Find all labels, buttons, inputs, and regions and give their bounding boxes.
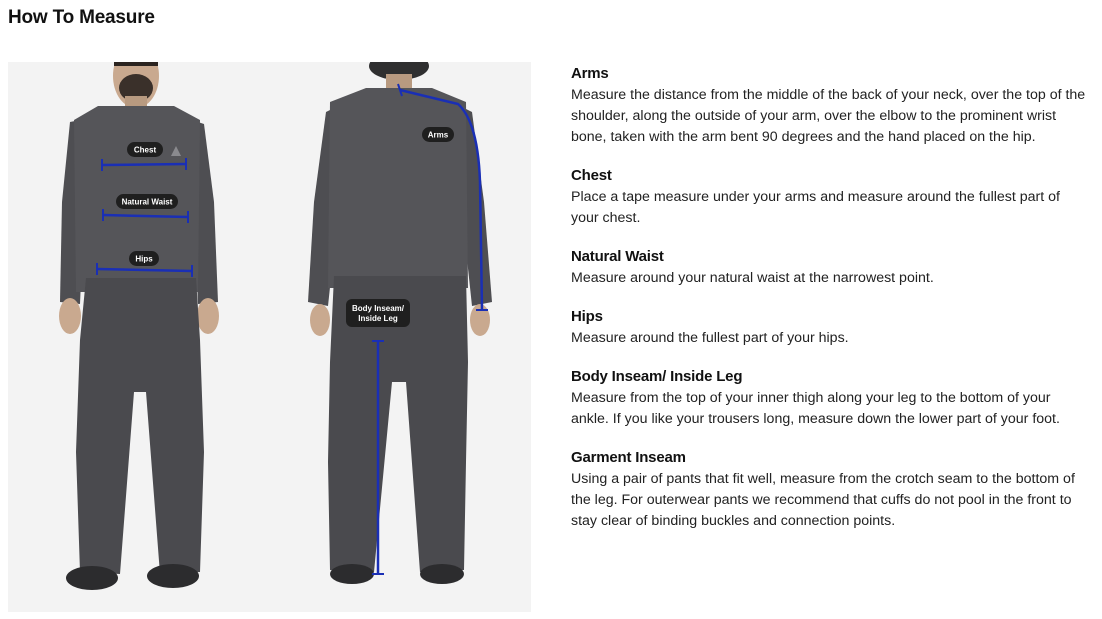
section-body: Place a tape measure under your arms and measure around the fullest part of your chest. <box>571 189 1060 226</box>
inseam-tag-line1: Body Inseam/ <box>351 304 405 313</box>
page-title: How To Measure <box>8 7 155 28</box>
section-chest <box>571 166 1091 229</box>
hips-tag <box>129 251 159 266</box>
measurement-figure <box>8 62 531 612</box>
section-body: Measure the distance from the middle of the back of your neck, over the top of the shoulder, along the outside of your arm, over the elbow to the prominent wrist bone, taken with the arm bent 90 degrees and the hand placed on the hip. <box>571 87 1086 145</box>
section-arms <box>571 64 1091 148</box>
inseam-tag <box>346 299 410 327</box>
measurement-illustration <box>8 62 531 612</box>
arms-tag <box>422 127 454 142</box>
back-right-hand <box>470 304 490 336</box>
chest-tag <box>127 142 163 157</box>
section-body: Measure around the fullest part of your hips. <box>571 330 849 346</box>
section-natural-waist <box>571 247 1091 289</box>
section-hips <box>571 307 1091 349</box>
front-right-hand <box>197 298 219 334</box>
natural-waist-tag-text: Natural Waist <box>121 197 173 207</box>
section-title: Chest <box>571 167 612 184</box>
chest-measure-line <box>102 164 186 165</box>
front-left-hand <box>59 298 81 334</box>
section-body: Measure around your natural waist at the narrowest point. <box>571 270 934 286</box>
section-title: Garment Inseam <box>571 449 686 466</box>
section-title: Body Inseam/ Inside Leg <box>571 368 743 385</box>
front-right-boot <box>147 564 199 588</box>
inseam-tag-line2: Inside Leg <box>358 314 398 323</box>
front-hair <box>114 62 158 66</box>
section-body: Using a pair of pants that fit well, measure from the crotch seam to the bottom of the leg. For outerwear pants we recommend that cuffs do not pool in the front to stay clear of binding buckles and connection points. <box>571 471 1075 529</box>
section-title: Arms <box>571 65 609 82</box>
natural-waist-tag <box>116 194 178 209</box>
back-left-boot <box>330 564 374 584</box>
back-right-boot <box>420 564 464 584</box>
hips-tag-text: Hips <box>135 254 153 264</box>
chest-tag-text: Chest <box>133 145 157 155</box>
section-title: Hips <box>571 308 603 325</box>
section-body: Measure from the top of your inner thigh along your leg to the bottom of your ankle. If you like your trousers long, measure down the lower part of your foot. <box>571 390 1060 427</box>
section-body-inseam <box>571 367 1091 430</box>
arms-tag-text: Arms <box>427 130 449 140</box>
section-garment-inseam <box>571 448 1091 532</box>
back-shirt <box>328 88 468 288</box>
measurement-instructions <box>571 64 1091 550</box>
front-left-boot <box>66 566 118 590</box>
section-title: Natural Waist <box>571 248 664 265</box>
back-left-hand <box>310 304 330 336</box>
